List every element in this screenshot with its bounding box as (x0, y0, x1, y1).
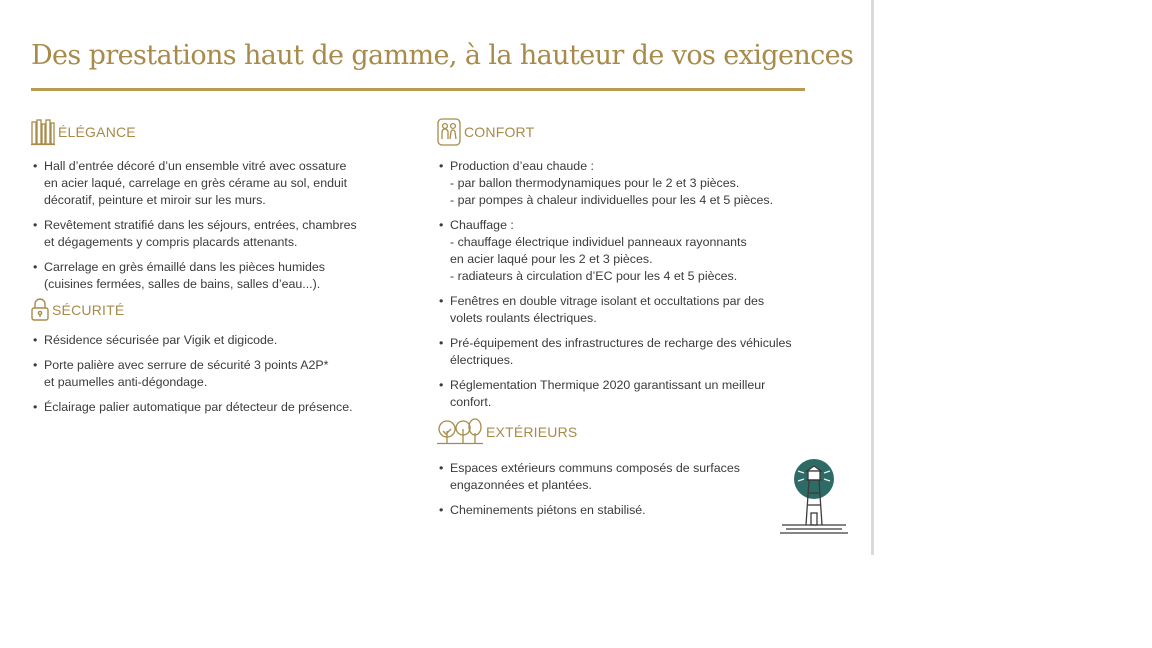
book-shelf-icon (31, 118, 55, 146)
page-divider (871, 0, 874, 555)
exterieurs-list (437, 460, 817, 527)
section-title-securite: SÉCURITÉ (52, 302, 125, 318)
family-icon (437, 118, 461, 146)
section-header-exterieurs (437, 417, 577, 447)
list-item: • Production d’eau chaude : - par ballon thermodynamiques pour le 2 et 3 pièces. - par pompes à chaleur individuelles pour les 4 et 5 pièces. (437, 158, 817, 209)
section-header-confort (437, 118, 534, 146)
list-item: • Espaces extérieurs communs composés de surfaces engazonnées et plantées. (437, 460, 817, 494)
elegance-list (31, 158, 411, 301)
securite-list (31, 332, 411, 424)
lighthouse-logo (778, 455, 850, 544)
list-item: • Porte palière avec serrure de sécurité 3 points A2P* et paumelles anti-dégondage. (31, 357, 411, 391)
trees-icon (437, 417, 483, 447)
title-underline (31, 88, 805, 91)
list-item: • Hall d’entrée décoré d’un ensemble vitré avec ossature en acier laqué, carrelage en grès cérame au sol, enduit décoratif, peinture et miroir sur les murs. (31, 158, 411, 209)
list-item: • Pré-équipement des infrastructures de recharge des véhicules électriques. (437, 335, 817, 369)
list-item: • Fenêtres en double vitrage isolant et occultations par des volets roulants électriques. (437, 293, 817, 327)
list-item: • Réglementation Thermique 2020 garantissant un meilleur confort. (437, 377, 817, 411)
list-item: • Cheminements piétons en stabilisé. (437, 502, 817, 519)
page-title: Des prestations haut de gamme, à la hauteur de vos exigences (31, 40, 854, 71)
list-item: • Chauffage : - chauffage électrique individuel panneaux rayonnants en acier laqué pour les 2 et 3 pièces. - radiateurs à circulation d’EC pour les 4 et 5 pièces. (437, 217, 817, 285)
section-header-securite (31, 298, 124, 322)
list-item: • Résidence sécurisée par Vigik et digicode. (31, 332, 411, 349)
padlock-icon (31, 298, 49, 322)
section-title-elegance: ÉLÉGANCE (58, 124, 136, 140)
section-title-confort: CONFORT (464, 124, 535, 140)
confort-list (437, 158, 817, 419)
list-item: • Carrelage en grès émaillé dans les pièces humides (cuisines fermées, salles de bains, salles d’eau...). (31, 259, 411, 293)
list-item: • Éclairage palier automatique par détecteur de présence. (31, 399, 411, 416)
list-item: • Revêtement stratifié dans les séjours, entrées, chambres et dégagements y compris placards attenants. (31, 217, 411, 251)
section-header-elegance (31, 118, 136, 146)
section-title-exterieurs: EXTÉRIEURS (486, 424, 578, 440)
